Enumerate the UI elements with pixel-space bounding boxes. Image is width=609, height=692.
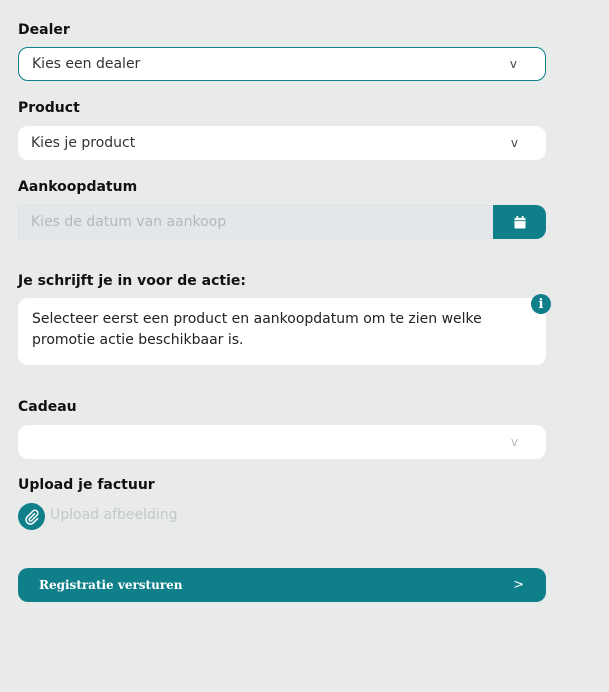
purchase-date-placeholder: Kies de datum van aankoop <box>31 214 227 230</box>
gift-select[interactable] <box>18 425 546 459</box>
calendar-button[interactable] <box>493 205 546 239</box>
submit-button[interactable] <box>18 568 546 602</box>
paperclip-icon <box>25 509 39 525</box>
chevron-down-icon: v <box>510 435 518 449</box>
purchase-date-label: Aankoopdatum <box>18 179 138 195</box>
promotion-info-text: Selecteer eerst een product en aankoopdatum om te zien welke promotie actie beschikbaar is. <box>32 311 482 348</box>
product-select[interactable] <box>18 126 546 160</box>
product-select-value: Kies je product <box>31 135 136 151</box>
chevron-right-icon: > <box>513 577 524 593</box>
promotion-info-box <box>18 298 546 365</box>
upload-label: Upload je factuur <box>18 477 155 493</box>
dealer-label: Dealer <box>18 22 70 38</box>
dealer-select-value: Kies een dealer <box>32 56 141 72</box>
product-label: Product <box>18 100 80 116</box>
upload-button[interactable] <box>18 503 45 530</box>
chevron-down-icon: v <box>509 57 517 71</box>
promotion-label: Je schrijft je in voor de actie: <box>18 273 247 289</box>
upload-button-label[interactable]: Upload afbeelding <box>50 507 178 523</box>
gift-label: Cadeau <box>18 399 77 415</box>
purchase-date-input[interactable] <box>18 205 494 239</box>
submit-button-label: Registratie versturen <box>39 578 183 592</box>
chevron-down-icon: v <box>510 136 518 150</box>
calendar-icon <box>514 216 526 229</box>
dealer-select[interactable] <box>18 47 546 81</box>
info-icon[interactable]: i <box>531 294 551 314</box>
